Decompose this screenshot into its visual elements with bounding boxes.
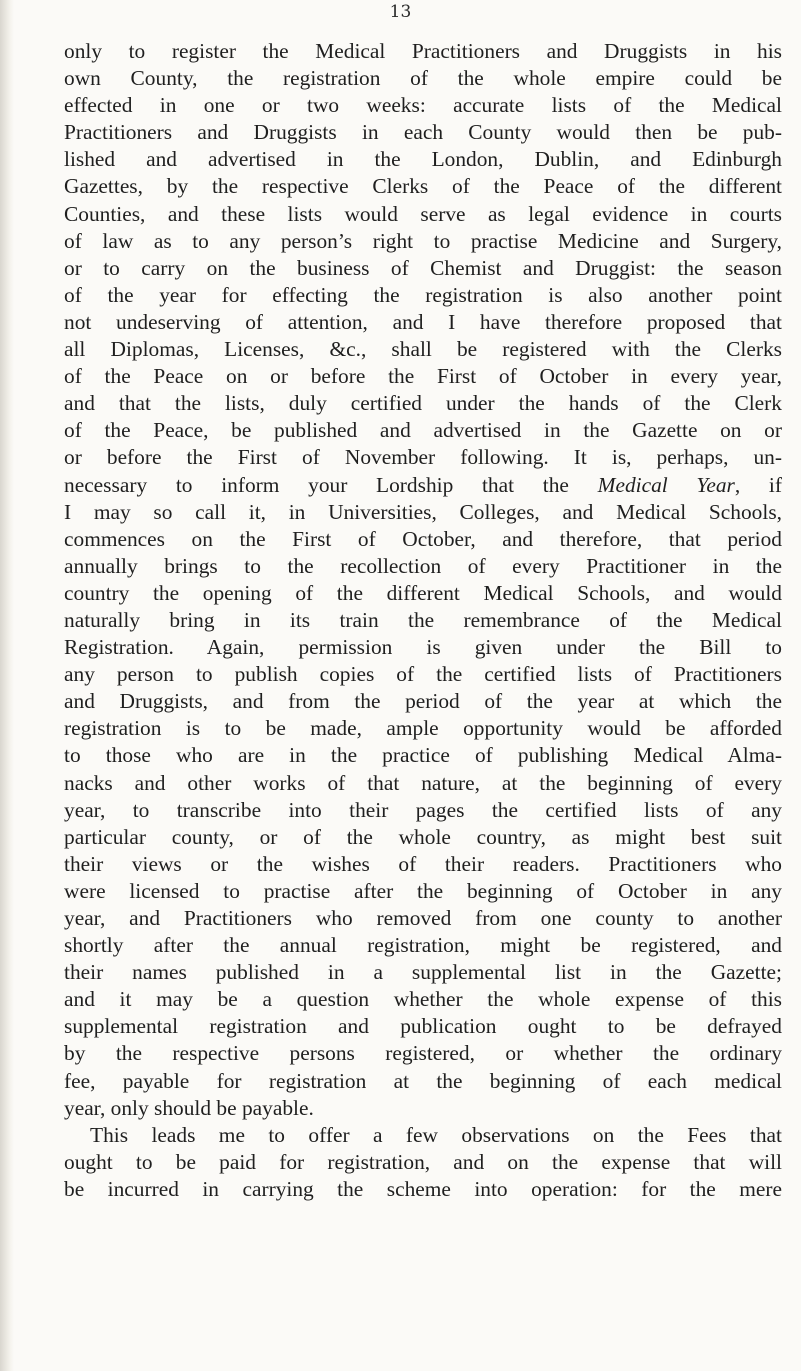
text-line: Gazettes, by the respective Clerks of the Peace of the different [64,174,782,199]
text-line: or before the First of November following. It is, perhaps, un- [64,445,782,470]
text-line: and that the lists, duly certified under the hands of the Clerk [64,391,782,416]
text-line: particular county, or of the whole country, as might best suit [64,824,782,849]
text-line: shortly after the annual registration, might be registered, and [64,933,782,958]
text-line: their names published in a supplemental list in the Gazette; [64,960,782,985]
text-line: nacks and other works of that nature, at the beginning of every [64,770,782,795]
text-line: of the Peace on or before the First of October in every year, [64,364,782,389]
text-line: and Druggists, and from the period of the year at which the [64,689,782,714]
text-line: necessary to inform your Lordship that the Medical Year, if [64,472,782,497]
text-line: registration is to be made, ample opportunity would be afforded [64,716,782,741]
text-line: I may so call it, in Universities, Colleges, and Medical Schools, [64,499,782,524]
text-line: ought to be paid for registration, and on the expense that will [64,1149,782,1174]
text-line: to those who are in the practice of publishing Medical Alma- [64,743,782,768]
text-line: of law as to any person’s right to practise Medicine and Surgery, [64,228,782,253]
text-line: Counties, and these lists would serve as legal evidence in courts [64,201,782,226]
text-line: supplemental registration and publication ought to be defrayed [64,1014,782,1039]
text-line: annually brings to the recollection of every Practitioner in the [64,553,782,578]
italic-phrase: Medical Year [597,472,735,497]
text-line: lished and advertised in the London, Dublin, and Edinburgh [64,147,782,172]
body-text [64,38,782,1203]
text-line: commences on the First of October, and therefore, that period [64,526,782,551]
text-line: country the opening of the different Medical Schools, and would [64,580,782,605]
text-line: of the year for effecting the registration is also another point [64,282,782,307]
text-line: This leads me to offer a few observations on the Fees that [90,1122,782,1147]
text-line: fee, payable for registration at the beginning of each medical [64,1068,782,1093]
binding-gutter-shadow [0,0,14,1371]
text-line: all Diplomas, Licenses, &c., shall be registered with the Clerks [64,337,782,362]
text-line: or to carry on the business of Chemist and Druggist: the season [64,255,782,280]
text-line: and it may be a question whether the whole expense of this [64,987,782,1012]
text-line: year, to transcribe into their pages the certified lists of any [64,797,782,822]
text-line: Practitioners and Druggists in each County would then be pub- [64,120,782,145]
text-line: any person to publish copies of the certified lists of Practitioners [64,662,782,687]
text-line: were licensed to practise after the beginning of October in any [64,878,782,903]
text-line: of the Peace, be published and advertised in the Gazette on or [64,418,782,443]
text-line: own County, the registration of the whole empire could be [64,66,782,91]
text-line: their views or the wishes of their readers. Practitioners who [64,851,782,876]
paragraph [64,38,782,1122]
text-line: not undeserving of attention, and I have therefore proposed that [64,309,782,334]
text-line: year, only should be payable. [64,1095,314,1120]
text-line: effected in one or two weeks: accurate lists of the Medical [64,93,782,118]
text-line: only to register the Medical Practitioners and Druggists in his [64,39,782,63]
text-line: year, and Practitioners who removed from one county to another [64,906,782,930]
paragraph [64,1122,782,1203]
page-number: 13 [389,2,412,22]
text-line: Registration. Again, permission is given under the Bill to [64,635,782,660]
text-line: by the respective persons registered, or whether the ordinary [64,1041,782,1066]
text-line: be incurred in carrying the scheme into operation: for the mere [64,1176,782,1201]
text-line: naturally bring in its train the remembrance of the Medical [64,607,782,632]
